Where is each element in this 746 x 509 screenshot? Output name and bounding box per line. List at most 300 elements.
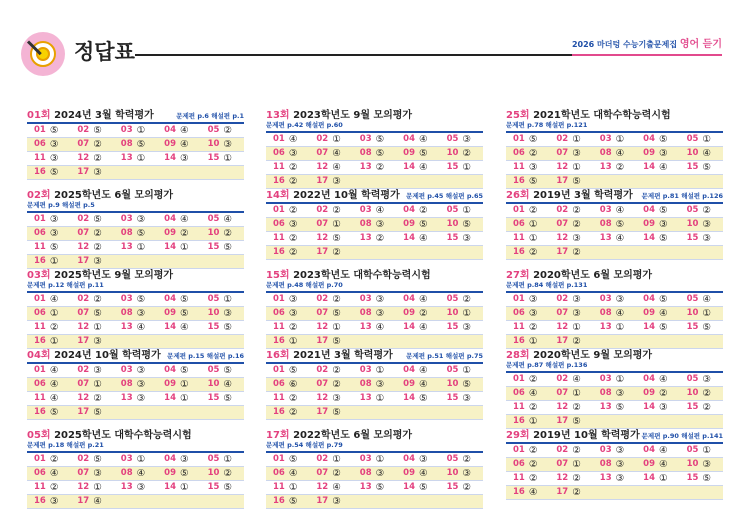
ref-label: 문제편 [506,121,525,129]
answer-cell [266,467,309,480]
answer-mark: ④ [223,214,232,225]
answer-block [266,187,483,267]
ref-page: p.18 [48,441,65,449]
question-number: 16 [273,407,285,417]
question-number: 09 [164,308,177,318]
question-number: 13 [599,322,612,332]
answer-mark: ① [702,134,711,145]
answer-mark: ⑤ [180,294,189,305]
answer-row [506,458,723,472]
answer-mark: ④ [93,496,102,507]
question-number: 08 [599,308,612,318]
answer-mark: ② [702,402,711,413]
question-number: 12 [77,242,90,252]
answer-block [27,427,244,507]
question-number: 03 [599,205,612,215]
question-number: 07 [316,468,329,478]
ref-label: 해설편 [545,281,565,289]
question-number: 07 [77,308,90,318]
exam-title: 2024년 3월 학력평가 [54,110,154,121]
question-number: 11 [273,162,285,172]
page-refs [27,281,244,290]
question-number: 01 [513,374,525,384]
answer-cell [27,213,70,226]
question-number: 02 [316,454,329,464]
answer-mark: ② [49,322,59,333]
answer-mark: ③ [49,214,59,225]
block-header [27,107,244,121]
answer-cell [309,133,352,146]
question-number: 13 [120,153,133,163]
publisher-subject: 영어 듣기 [679,39,722,50]
question-number: 03 [359,205,372,215]
answer-cell [70,227,113,240]
answer-cell [201,378,244,391]
answer-mark: ② [702,205,711,216]
answer-cell [593,472,636,485]
answer-cell [593,387,636,400]
answer-mark: ② [528,148,538,159]
answer-cell [157,213,200,226]
ref-page: p.131 [566,281,588,289]
ref-label: 문제편 [406,352,426,360]
question-number: 06 [513,219,525,229]
answer-cell [506,444,549,457]
question-number: 15 [686,322,699,332]
round-number: 14회 [266,190,290,201]
answer-cell [680,307,723,320]
answer-mark: ③ [462,134,471,145]
answer-mark: ① [332,219,341,230]
answer-row [266,378,483,392]
answer-row [506,161,723,175]
question-number: 05 [446,365,459,375]
question-number: 04 [643,445,656,455]
question-number: 11 [273,233,285,243]
answer-cell [114,152,157,165]
answer-mark: ⑤ [375,148,385,159]
question-number: 05 [207,125,220,135]
answer-mark: ② [572,402,581,413]
answer-cell [440,406,483,419]
question-number: 16 [34,496,46,506]
answer-mark: ③ [93,167,102,178]
answer-cell [593,401,636,414]
answer-cell [157,495,200,508]
answer-cell [309,218,352,231]
answer-cell [593,147,636,160]
answer-block [27,107,244,187]
answer-cell [27,495,70,508]
answer-mark: ③ [223,308,232,319]
answer-cell [636,293,679,306]
question-number: 16 [513,487,525,497]
answer-cell [309,307,352,320]
ref-page: p.81 [662,192,679,200]
question-number: 04 [164,454,177,464]
answer-cell [506,218,549,231]
question-number: 06 [513,308,525,318]
answer-mark: ③ [93,256,102,267]
answer-cell [549,401,592,414]
question-number: 05 [207,214,220,224]
answer-mark: ④ [528,388,538,399]
question-number: 06 [34,379,46,389]
answer-cell [157,124,200,137]
answer-cell [680,486,723,499]
answer-mark: ③ [136,482,146,493]
answer-cell [27,152,70,165]
answer-mark: ① [223,294,232,305]
question-number: 16 [513,336,525,346]
block-header [266,187,483,201]
answer-cell [309,378,352,391]
question-number: 12 [77,393,90,403]
answer-cell [266,392,309,405]
answer-cell [70,152,113,165]
answer-cell [201,227,244,240]
question-number: 14 [164,322,177,332]
answer-mark: ⑤ [180,468,189,479]
ref-label: 문제편 [27,201,46,209]
question-number: 06 [273,308,285,318]
answer-cell [680,458,723,471]
answer-mark: ③ [375,294,385,305]
answer-cell [396,232,439,245]
answer-grid [27,451,244,509]
answer-mark: ② [93,242,102,253]
question-number: 04 [164,214,177,224]
answer-mark: ④ [615,233,625,244]
question-number: 01 [273,294,285,304]
answer-cell [201,364,244,377]
answer-mark: ⑤ [93,454,102,465]
answer-mark: ④ [180,139,189,150]
answer-cell [114,293,157,306]
question-number: 15 [446,322,459,332]
answer-cell [440,218,483,231]
answer-mark: ② [528,445,538,456]
question-number: 16 [34,336,46,346]
answer-cell [353,218,396,231]
answer-mark: ④ [659,162,668,173]
answer-mark: ④ [180,125,189,136]
question-number: 10 [686,219,699,229]
round-number: 28회 [506,350,530,361]
ref-label: 해설편 [305,121,325,129]
answer-row [27,166,244,180]
question-number: 14 [643,402,656,412]
exam-title: 2021학년도 대학수학능력시험 [533,110,671,121]
question-number: 15 [686,473,699,483]
answer-cell [396,406,439,419]
question-number: 07 [77,379,90,389]
answer-mark: ⑤ [49,407,59,418]
question-number: 06 [273,219,285,229]
answer-mark: ① [528,233,538,244]
question-number: 16 [34,256,46,266]
question-number: 09 [403,219,416,229]
answer-cell [309,467,352,480]
answer-mark: ⑤ [180,308,189,319]
answer-cell [114,213,157,226]
answer-cell [353,161,396,174]
answer-row [27,364,244,378]
question-number: 11 [34,153,46,163]
ref-page: p.9 [48,201,60,209]
answer-cell [680,321,723,334]
block-title [506,186,633,201]
block-title [27,186,173,201]
answer-mark: ③ [288,148,298,159]
exam-title: 2025학년도 9월 모의평가 [54,270,174,281]
question-number: 02 [77,454,90,464]
block-header [506,107,723,121]
answer-mark: ① [528,336,538,347]
answer-mark: ⑤ [572,416,581,427]
question-number: 09 [403,148,416,158]
answer-mark: ⑤ [702,162,711,173]
answer-mark: ② [288,205,298,216]
answer-cell [549,444,592,457]
question-number: 04 [403,205,416,215]
answer-mark: ④ [659,374,668,385]
question-number: 14 [403,482,416,492]
question-number: 07 [316,308,329,318]
answer-row [27,307,244,321]
round-number: 04회 [27,350,51,361]
answer-mark: ① [93,482,102,493]
answer-mark: ② [93,153,102,164]
answer-grid [506,202,723,260]
question-number: 10 [446,148,459,158]
answer-mark: ③ [332,496,341,507]
answer-grid [506,291,723,349]
answer-grid [506,442,723,500]
question-number: 07 [77,139,90,149]
answer-mark: ④ [615,205,625,216]
answer-mark: ① [375,393,385,404]
answer-cell [27,307,70,320]
question-number: 17 [77,496,90,506]
question-number: 01 [513,205,525,215]
answer-mark: ③ [572,233,581,244]
answer-row [27,378,244,392]
question-number: 08 [120,139,133,149]
question-number: 07 [556,219,569,229]
answer-cell [549,387,592,400]
answer-mark: ② [419,205,428,216]
ref-label: 해설편 [681,192,701,200]
ref-page: p.12 [48,281,65,289]
question-number: 06 [273,148,285,158]
exam-title: 2020학년도 9월 모의평가 [533,350,653,361]
answer-cell [309,364,352,377]
answer-cell [114,453,157,466]
question-number: 10 [686,308,699,318]
target-logo-icon [21,32,65,76]
answer-cell [201,467,244,480]
answer-cell [201,321,244,334]
question-number: 13 [599,473,612,483]
answer-cell [396,392,439,405]
question-number: 06 [34,139,46,149]
answer-mark: ③ [702,233,711,244]
question-number: 12 [316,393,329,403]
answer-mark: ⑥ [288,379,298,390]
question-number: 04 [643,205,656,215]
question-number: 16 [34,407,46,417]
answer-cell [309,204,352,217]
answer-mark: ② [332,205,341,216]
ref-page: p.84 [527,281,544,289]
answer-cell [680,232,723,245]
question-number: 09 [643,459,656,469]
question-number: 16 [273,336,285,346]
question-number: 02 [77,214,90,224]
question-number: 12 [316,233,329,243]
ref-page: p.141 [702,432,723,440]
question-number: 15 [446,482,459,492]
answer-cell [353,392,396,405]
answer-mark: ③ [462,468,471,479]
answer-cell [636,307,679,320]
block-header [27,267,244,281]
question-number: 09 [164,228,177,238]
block-header [27,427,244,441]
block-title [506,426,640,441]
question-number: 02 [77,125,90,135]
answer-cell [636,387,679,400]
answer-mark: ① [702,445,711,456]
round-number: 29회 [506,430,530,441]
question-number: 02 [556,134,569,144]
answer-row [27,406,244,420]
answer-mark: ⑤ [223,242,232,253]
answer-cell [440,364,483,377]
answer-mark: ④ [419,134,428,145]
answer-mark: ⑤ [528,134,538,145]
answer-mark: ④ [180,214,189,225]
question-number: 09 [164,379,177,389]
question-number: 13 [120,242,133,252]
answer-cell [636,486,679,499]
answer-row [266,133,483,147]
answer-mark: ② [572,487,581,498]
answer-mark: ① [288,336,298,347]
question-number: 03 [599,294,612,304]
answer-mark: ② [528,322,538,333]
question-number: 09 [164,468,177,478]
answer-cell [353,204,396,217]
answer-mark: ⑤ [332,407,341,418]
exam-title: 2023학년도 대학수학능력시험 [293,270,431,281]
page-refs [176,111,244,120]
question-number: 03 [359,134,372,144]
answer-mark: ① [93,322,102,333]
answer-mark: ③ [93,468,102,479]
answer-cell [440,246,483,259]
answer-cell [396,161,439,174]
answer-mark: ③ [615,294,625,305]
answer-mark: ④ [419,468,428,479]
round-number: 16회 [266,350,290,361]
answer-mark: ① [332,322,341,333]
question-number: 17 [556,416,569,426]
answer-column-2 [266,107,483,507]
answer-mark: ① [462,308,471,319]
answer-mark: ⑤ [375,134,385,145]
answer-mark: ⑤ [288,454,298,465]
answer-mark: ② [572,336,581,347]
answer-mark: ⑤ [180,365,189,376]
answer-mark: ③ [659,219,668,230]
question-number: 04 [643,134,656,144]
round-number: 27회 [506,270,530,281]
answer-mark: ③ [136,365,146,376]
question-number: 01 [34,214,46,224]
answer-mark: ④ [288,468,298,479]
answer-row [27,321,244,335]
answer-mark: ② [93,228,102,239]
answer-mark: ① [136,454,146,465]
answer-cell [440,453,483,466]
answer-cell [114,124,157,137]
answer-cell [114,467,157,480]
round-number: 15회 [266,270,290,281]
answer-cell [680,147,723,160]
question-number: 14 [643,233,656,243]
question-number: 01 [273,365,285,375]
ref-page: p.136 [566,361,588,369]
answer-mark: ① [49,256,59,267]
ref-label: 문제편 [27,441,46,449]
answer-cell [396,307,439,320]
answer-mark: ② [49,482,59,493]
block-title [27,426,192,441]
answer-cell [593,246,636,259]
answer-cell [680,401,723,414]
answer-row [506,373,723,387]
answer-mark: ① [332,454,341,465]
answer-cell [506,293,549,306]
answer-mark: ⑤ [136,294,146,305]
answer-cell [549,458,592,471]
answer-cell [201,495,244,508]
answer-mark: ② [572,247,581,258]
question-number: 01 [34,454,46,464]
answer-cell [680,246,723,259]
answer-mark: ③ [462,322,471,333]
answer-row [506,307,723,321]
question-number: 12 [77,153,90,163]
answer-mark: ⑤ [136,139,146,150]
question-number: 10 [207,139,220,149]
question-number: 04 [164,365,177,375]
answer-cell [157,241,200,254]
answer-mark: ③ [375,468,385,479]
exam-title: 2025학년도 6월 모의평가 [54,190,174,201]
answer-row [27,124,244,138]
question-number: 14 [403,162,416,172]
answer-mark: ⑤ [223,393,232,404]
answer-mark: ① [462,365,471,376]
answer-cell [157,481,200,494]
answer-cell [396,481,439,494]
answer-cell [114,406,157,419]
answer-cell [396,364,439,377]
answer-row [266,147,483,161]
